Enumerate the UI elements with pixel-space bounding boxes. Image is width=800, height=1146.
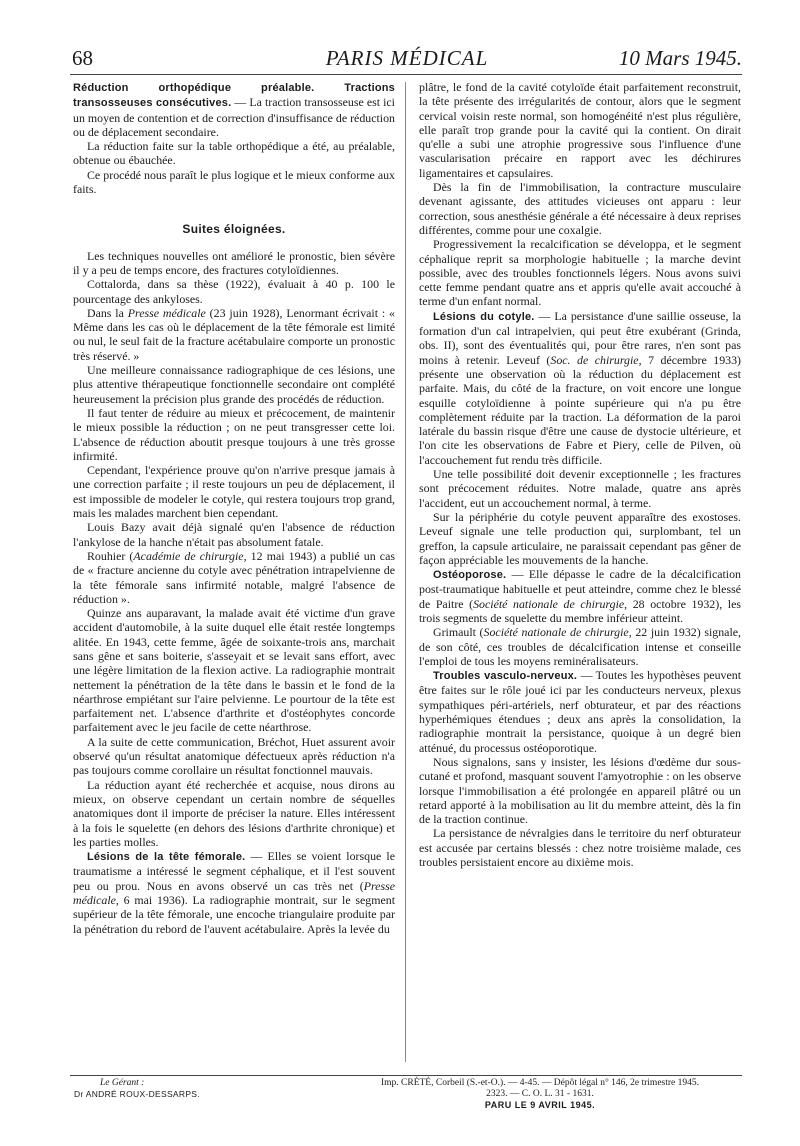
gerant-label: Le Gérant :: [100, 1078, 145, 1088]
issue-date: 10 Mars 1945.: [618, 46, 742, 70]
page-number: 68: [72, 46, 93, 70]
run-in-heading: Ostéoporose.: [433, 569, 507, 582]
paragraph: Il faut tenter de réduire au mieux et précocement, de maintenir le mieux possible la réduction ; on ne peut transgresser cette loi. L'absence de réduction aboutit presque toujours à une très grosse infirmité.: [73, 405, 395, 463]
paragraph: Ce procédé nous paraît le plus logique et le mieux conforme aux faits.: [73, 167, 395, 197]
paragraph: Les techniques nouvelles ont amélioré le pronostic, bien sévère il y a peu de temps encore, des fractures cotyloïdiennes.: [73, 248, 395, 277]
journal-citation: Presse médicale: [73, 878, 395, 908]
footer-rule: [70, 1075, 742, 1076]
paragraph: [419, 625, 741, 668]
paragraph: [73, 849, 395, 936]
printer-block: [336, 1078, 744, 1111]
paragraph: [419, 309, 741, 467]
paragraph: La réduction ayant été recherchée et acquise, nous dirons au mieux, on observe cependant un certain nombre de séquelles anatomiques dont il importe de préciser la nature. Elles intéressent à la fois le squelette (en dehors des lésions d'arthrite chronique) et les parties molles.: [73, 777, 395, 849]
publication-date: PARU LE 9 AVRIL 1945.: [484, 1100, 596, 1110]
run-in-heading: Lésions de la tête fémorale.: [87, 851, 246, 864]
publisher-block: [74, 1078, 304, 1100]
paragraph: Nous signalons, sans y insister, les lésions d'œdème dur sous-cutané et profond, masquant souvent l'amyotrophie : on les observe lorsque l'immobilisation a été prolongée en appareil plâtré ou un retard apporté à la mobilisation au lit du membre atteint, dès la fin de la traction continue.: [419, 754, 741, 827]
paragraph: [73, 549, 395, 606]
paragraph-text: (23 juin 1928), Lenormant écrivait : « Même dans les cas où le déplacement de la tête fémorale est limité ou nul, le seul fait de la fracture acétabulaire comporte un pronostic très réservé. »: [73, 305, 396, 363]
director-name: Dr ANDRÉ ROUX-DESSARPS.: [74, 1089, 200, 1099]
paragraph: Dès la fin de l'immobilisation, la contracture musculaire devenant agissante, des attitudes vicieuses ont apparu : leur correction, sous anesthésie générale a été nécessaire à deux reprises différentes, comme pour une coxalgie.: [419, 180, 741, 237]
paragraph: plâtre, le fond de la cavité cotyloïde était parfaitement reconstruit, la tête présente des irrégularités de contour, alors que le segment cervical voisin reste normal, son homogénéité n'est plus régulière, elle paraît trop grande pour la cavité qui la contient. On dirait qu'elle a subi une atrophie progressive sous l'influence d'une vascularisation précaire en rapport avec les déchirures ligamentaires et capsulaires.: [419, 80, 741, 180]
paragraph-text: — La persistance d'une saillie osseuse, la formation d'un cal intrapelvien, qui peut être exubérant (Grinda, obs. II), sont des éventualités qui, pour être rares, n'en sont pas moins à retenir. Leveuf (: [419, 308, 741, 367]
page-header: [72, 46, 742, 74]
code-line: 2323. — C. O. L. 31 - 1631.: [486, 1089, 594, 1099]
paragraph: Cottalorda, dans sa thèse (1922), évaluait à 40 p. 100 le pourcentage des ankyloses.: [73, 277, 395, 306]
paragraph: La réduction faite sur la table orthopédique a été, au préalable, obtenue ou ébauchée.: [73, 139, 395, 168]
paragraph-text: Rouhier (: [87, 548, 134, 563]
header-rule: [70, 74, 742, 75]
journal-citation: Soc. de chirurgie: [550, 352, 639, 367]
paragraph: Une telle possibilité doit devenir exceptionnelle ; les fractures sont précocement réduites. Notre malade, quatre ans après l'accident, eut un accouchement normal, à terme.: [419, 467, 741, 510]
section-heading: Suites éloignées.: [182, 222, 286, 237]
journal-citation: Société nationale de chirurgie: [473, 596, 625, 611]
paragraph-text: — Elle dépasse le cadre de la décalcification post-traumatique habituelle et peut atteindre, comme chez le blessé de Paitre (: [419, 567, 741, 611]
paragraph: Une meilleure connaissance radiographique de ces lésions, une plus attentive thérapeutique fonctionnelle secondaire ont complété heureusement la précision plus grande des procédés de réduction.: [73, 363, 395, 406]
paragraph-text: , 7 décembre 1933) présente une observation où la réduction du déplacement est parfaite. Mais, du côté de la fracture, on voit encore une longue esquille cotyloïdienne à pointe supérieure qui n'a pu être complètement réduite par la traction. La déformation de la paroi latérale du bassin risque d'être une cause de dystocie ultérieure, et l'on cite les observations de Fabre et Piery, celle de Pilven, où l'accouchement fut rendu très difficile.: [419, 352, 741, 467]
printer-line: Imp. CRÉTÉ, Corbeil (S.-et-O.). — 4-45. — Dépôt légal n° 146, 2e trimestre 1945.: [380, 1078, 700, 1088]
paragraph-text: , 6 mai 1936). La radiographie montrait, sur le segment supérieur de la tête fémorale, une encoche triangulaire produite par la pénétration du rebord de l'auvent acétabulaire. Après la levée du: [73, 893, 395, 936]
journal-citation: Académie de chirurgie: [133, 548, 244, 563]
paragraph-text: , 28 octobre 1932), les trois segments de squelette du membre inférieur atteint.: [419, 596, 741, 625]
paragraph-text: , 22 juin 1932) signale, de son côté, ces troubles de décalcification intense et conseille l'emploi de tous les moyens reminéralisateurs.: [419, 625, 741, 668]
paragraph-text: , 12 mai 1943) a publié un cas de « fracture ancienne du cotyle avec pénétration intrapelvienne de la tête fémorale sans infirmité notable, malgré l'absence de réduction ».: [73, 548, 395, 606]
paragraph-text: — Toutes les hypothèses peuvent être faites sur le rôle joué ici par les conducteurs nerveux, plexus sympathiques péri-artériels, nerf obturateur, et par des réactions hyperhémiques étendues ; deux ans après la consolidation, la radiographie montrait la persistance, quoique à un degré bien atténué, du processus ostéoporotique.: [419, 668, 741, 755]
right-column: [419, 80, 741, 869]
paragraph: Quinze ans auparavant, la malade avait été victime d'un grave accident d'automobile, à la suite duquel elle était restée longtemps alitée. En 1943, cette femme, âgée de soixante-trois ans, marchait sans gêne et sans boiterie, s'asseyait et se levait sans effort, avec une légère limitation de la flexion active. La radiographie montrait nettement la pénétration de la tête dans le bassin et le fond de la néarthrose empiétant sur l'aire pelvienne. Le pourtour de la tête est parfaitement net. L'absence d'arthrite et d'ostéophytes concorde parfaitement avec le jeu facile de cette néarthrose.: [73, 606, 395, 735]
journal-citation: Société nationale de chirurgie: [483, 625, 629, 640]
run-in-heading: Réduction orthopédique préalable. Tractions transosseuses consécutives.: [73, 82, 395, 110]
run-in-heading: Troubles vasculo-nerveux.: [433, 670, 578, 683]
paragraph-text: Dans la: [87, 305, 128, 320]
journal-citation: Presse médicale: [127, 305, 206, 320]
column-divider: [405, 82, 406, 1062]
paragraph: [73, 80, 395, 139]
paragraph: [419, 567, 741, 625]
paragraph: Sur la périphérie du cotyle peuvent apparaître des exostoses. Leveuf signale une telle production qui, surplombant, tel un greffon, la capsule articulaire, ne paraissait cependant pas gêner de façon appréciable les mouvements de la hanche.: [419, 509, 741, 567]
paragraph: La persistance de névralgies dans le territoire du nerf obturateur est accusée par certains blessés : chez notre troisième malade, ces troubles persistaient encore au dixième mois.: [419, 826, 741, 870]
paragraph: [73, 306, 395, 363]
left-column: [73, 80, 395, 936]
run-in-heading: Lésions du cotyle.: [433, 310, 535, 323]
paragraph-text: — La traction transosseuse est ici un moyen de contention et de correction d'insuffisance de réduction ou de déplacement secondaire.: [73, 95, 395, 139]
paragraph: Cependant, l'expérience prouve qu'on n'arrive presque jamais à une correction parfaite ; il reste toujours un peu de déplacement, il est impossible de modeler le cotyle, qui restera toujours trop grand, mais les malades marchent bien cependant.: [73, 463, 395, 521]
journal-title: PARIS MÉDICAL: [325, 46, 489, 70]
paragraph-text: — Elles se voient lorsque le traumatisme a intéressé le segment céphalique, et il l'est souvent peu ou prou. Nous en avons observé un cas très net (: [73, 849, 395, 893]
paragraph: [419, 668, 741, 755]
paragraph-text: Grimault (: [433, 625, 484, 640]
paragraph: Progressivement la recalcification se développa, et le segment céphalique reprit sa morphologie habituelle ; la marche devint possible, avec des troubles fonctionnels légers. Nous avons suivi cette femme pendant quatre ans et appris qu'elle avait accouché à terme d'un enfant normal.: [419, 237, 741, 309]
paragraph: A la suite de cette communication, Bréchot, Huet assurent avoir observé qu'un résultat anatomique défectueux après réduction n'a pas toujours comme corollaire un résultat fonctionnel mauvais.: [73, 734, 395, 778]
paragraph: Louis Bazy avait déjà signalé qu'en l'absence de réduction l'ankylose de la hanche n'était pas absolument fatale.: [73, 520, 395, 549]
